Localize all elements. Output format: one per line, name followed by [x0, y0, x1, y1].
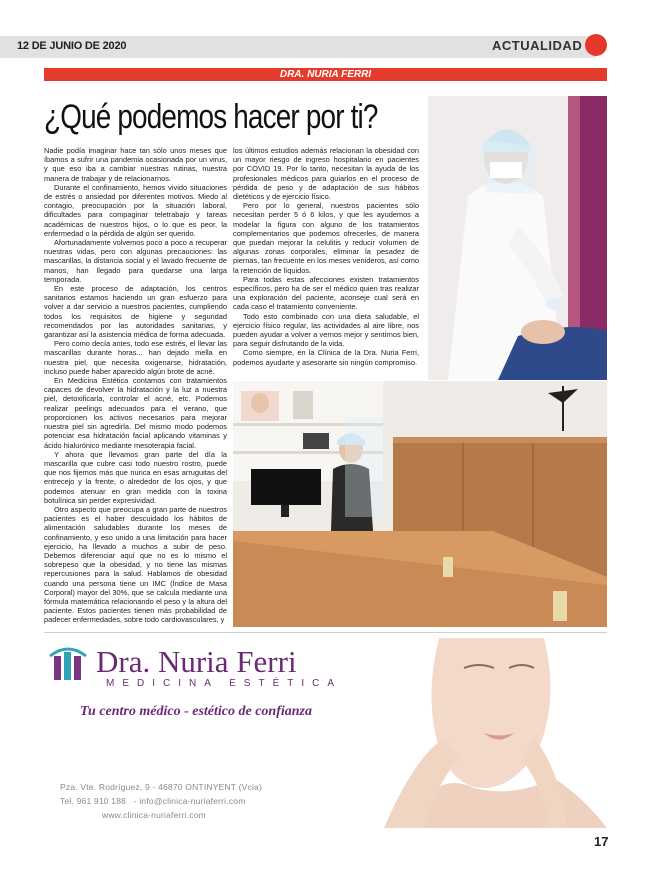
clinic-website: www.clinica-nuriaferri.com	[102, 810, 206, 820]
article-paragraph: Y ahora que llevamos gran parte del día la mascarilla que cubre casi todo nuestro rostro, puede que nos fijemos más que nunca en esas arruguitas del entrecejo y la frente, o alrededor de los ojos, y que podemos atenuar en gran medida con la toxina botulínica sin perder expresividad.	[44, 449, 227, 505]
section-dot-icon	[585, 34, 607, 56]
clinic-reception-photo	[233, 381, 607, 627]
article-paragraph: Durante el confinamiento, hemos vivido situaciones de estrés o ansiedad por diferentes motivos. Miedo al contagio, preocupación por la situación laboral, dificultades para compaginar teletrabajo y tareas académicas de nuestros hijos, o lo que es peor, la enfermedad o la pérdida de algún ser querido.	[44, 182, 227, 238]
article-paragraph: Pero por lo general, nuestros pacientes sólo necesitan perder 5 ó 6 kilos, y que les ayudemos a modelar la figura con alguno de los tratamientos complementarios que podemos ofrecerles, de manera que puedan mejorar la celulitis y reducir volumen de algunas zonas corporales, eliminar la pesadez de piernas, tan frecuente en los meses venideros, así como la retención de líquidos.	[233, 201, 419, 275]
clinic-contact-line	[60, 796, 246, 806]
ad-tagline: Tu centro médico - estético de confianza	[80, 704, 312, 719]
article-paragraph: Todo esto combinado con una dieta saludable, el ejercicio físico regular, las actividades al aire libre, nos pueden ayudar a volver a vernos mejor y sentirnos bien, para seguir disfrutando de la vida.	[233, 311, 419, 349]
article-paragraph: los últimos estudios además relacionan la obesidad con un mayor riesgo de ingreso hospitalario en pacientes por COVID 19. Por lo tanto, necesitan la ayuda de los profesionales médicos para guiarlos en el proceso de pérdida de peso y de adaptación de sus hábitos dietéticos y de ejercicio físico.	[233, 146, 419, 202]
section-title: ACTUALIDAD	[492, 38, 583, 53]
clinic-phone: Tel. 961 910 188	[60, 796, 127, 806]
clinic-address: Pza. Vte. Rodríguez, 9 - 46870 ONTINYENT (Vcia)	[60, 782, 262, 792]
treatment-photo	[428, 96, 607, 380]
article-paragraph: Como siempre, en la Clínica de la Dra. Nuria Ferri, podemos ayudarte y asesorarte sin ningún compromiso.	[233, 348, 419, 367]
article-paragraph: En este proceso de adaptación, los centros sanitarios estamos haciendo un gran esfuerzo para volver a dar servicio a nuestros pacientes, cumpliendo todos los requisitos de higiene y seguridad recomendados por las autoridades sanitarias, y garantizar así la asistencia médica de forma adecuada.	[44, 284, 227, 340]
clinic-brand-subtitle: MEDICINA ESTÉTICA	[106, 678, 343, 689]
article-column-1	[44, 146, 227, 628]
clinic-email: - info@clinica-nuriaferri.com	[133, 796, 246, 806]
issue-date: 12 DE JUNIO DE 2020	[17, 40, 127, 52]
article-paragraph: Afortunadamente volvemos poco a poco a recuperar nuestras vidas, pero con algunas precauciones: las mascarillas, la distancia social y el lavado frecuente de manos, han llegado para quedarse una larga temporada.	[44, 238, 227, 284]
article-paragraph: Nadie podía imaginar hace tan sólo unos meses que íbamos a sufrir una pandemia ocasionada por un virus, y que eso iba a cambiar nuestras rutinas, nuestra manera de trabajar y de relacionarnos.	[44, 146, 227, 183]
model-face-image	[344, 638, 607, 828]
clinic-logo-icon	[48, 646, 88, 680]
author-name: DRA. NURIA FERRI	[279, 69, 372, 80]
article-paragraph: Pero como decía antes, todo ese estrés, el llevar las mascarillas durante horas... han dejado mella en nuestra piel, que necesita oxigenarse, hidratación, incluso puede haber aparecido algún brote de acné.	[44, 339, 227, 376]
article-paragraph: Para todas estas afecciones existen tratamientos específicos, pero ha de ser el médico quien tras realizar una exploración del paciente, aconseje cual será en cada caso el tratamiento conveniente.	[233, 274, 419, 312]
page-number: 17	[594, 834, 609, 849]
article-column-2	[233, 146, 419, 376]
article-headline: ¿Qué podemos hacer por ti?	[44, 98, 378, 136]
ad-divider	[44, 632, 607, 633]
clinic-brand-name: Dra. Nuria Ferri	[96, 644, 297, 679]
article-paragraph: Otro aspecto que preocupa a gran parte de nuestros pacientes es el haber descuidado los hábitos de alimentación saludables durante los meses de confinamiento, y eso unido a una limitación para hacer ejercicio, ha llevado a muchos a subir de peso. Debemos diferenciar aquí que no es lo mismo el sobrepeso que la obesidad, y no tiene las mismas repercusiones para la salud. Hablamos de obesidad cuando una persona tiene un IMC (Índice de Masa Corporal) mayor del 30%, que se calcula mediante una fórmula matemática relacionando el peso y la altura del paciente. Estos pacientes tienen más probabilidad de padecer enfermedades, sobre todo cardiovasculares, y	[44, 504, 227, 625]
article-paragraph: En Medicina Estética contamos con tratamientos capaces de devolver la hidratación y la luz a nuestra piel, detoxificarla, controlar el acné, etc. Podemos realizar peelings adecuados para el verano, que proporcionen los activos necesarios para mejorar nuestra piel sin agredirla. Del mismo modo podemos potenciar esa hidratación facial aplicando vitaminas y ácido hialurónico mediante mesoterapia facial.	[44, 376, 227, 450]
clinic-advertisement	[44, 638, 607, 828]
